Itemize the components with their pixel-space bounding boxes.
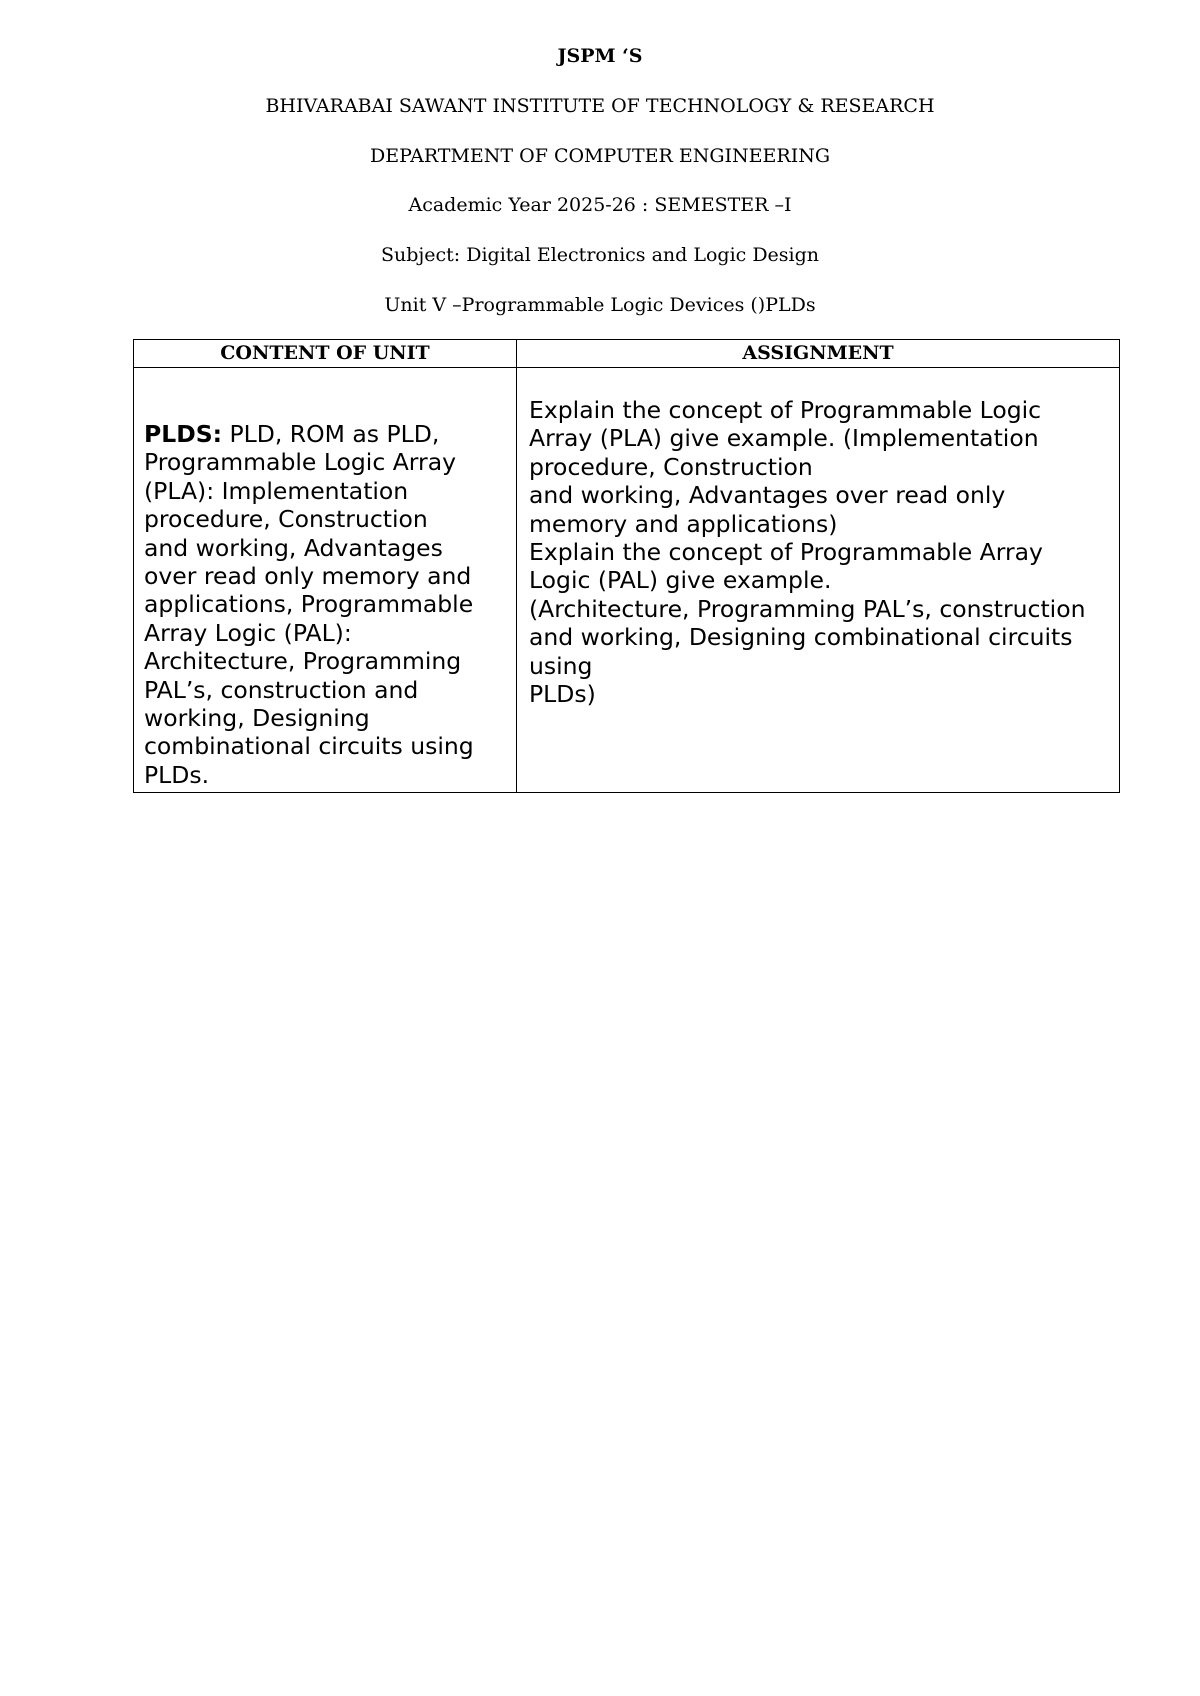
- content-line: Array Logic (PAL):: [144, 618, 352, 647]
- assignment-line: using: [529, 651, 593, 680]
- content-line: applications, Programmable: [144, 590, 474, 619]
- column-header-content: CONTENT OF UNIT: [134, 340, 517, 368]
- content-line: (PLA): Implementation: [144, 476, 409, 505]
- assignment-cell: [517, 368, 1120, 793]
- content-line: combinational circuits using: [144, 732, 474, 761]
- content-line: over read only memory and: [144, 562, 472, 591]
- assignment-line: procedure, Construction: [529, 452, 813, 481]
- unit-title: Unit V –Programmable Logic Devices ()PLDs: [384, 294, 816, 316]
- assignment-line: PLDs): [529, 680, 596, 709]
- institute-name: BHIVARABAI SAWANT INSTITUTE OF TECHNOLOGY & RESEARCH: [265, 95, 935, 117]
- content-cell: [134, 368, 517, 793]
- content-lead: PLDS:: [144, 420, 223, 448]
- assignment-line: and working, Designing combinational circuits: [529, 623, 1073, 652]
- content-line: PAL’s, construction and: [144, 675, 419, 704]
- assignment-line: and working, Advantages over read only: [529, 481, 1006, 510]
- content-text: [144, 368, 508, 789]
- content-line: Architecture, Programming: [144, 647, 462, 676]
- assignment-line: Explain the concept of Programmable Array: [529, 538, 1043, 567]
- org-name: JSPM ‘S: [557, 45, 643, 67]
- assignment-line: memory and applications): [529, 509, 838, 538]
- column-header-assignment: ASSIGNMENT: [517, 340, 1120, 368]
- academic-year: Academic Year 2025-26 : SEMESTER –I: [408, 194, 792, 216]
- assignment-line: Logic (PAL) give example.: [529, 566, 832, 595]
- content-line: working, Designing: [144, 704, 370, 733]
- assignment-text: [527, 368, 1111, 708]
- assignment-line: Array (PLA) give example. (Implementation: [529, 424, 1039, 453]
- table-row: [134, 368, 1120, 793]
- content-line: procedure, Construction: [144, 505, 428, 534]
- content-line: and working, Advantages: [144, 533, 443, 562]
- unit-table: [133, 339, 1120, 793]
- assignment-line: Explain the concept of Programmable Logic: [529, 396, 1042, 424]
- department-name: DEPARTMENT OF COMPUTER ENGINEERING: [369, 145, 831, 167]
- content-line: PLDs.: [144, 760, 210, 789]
- content-line: [144, 420, 508, 448]
- table-header-row: [134, 340, 1120, 368]
- subject-title: Subject: Digital Electronics and Logic Design: [380, 244, 820, 266]
- content-line: Programmable Logic Array: [144, 448, 457, 477]
- content-line-text: PLD, ROM as PLD,: [222, 420, 440, 448]
- assignment-line: (Architecture, Programming PAL’s, construction: [529, 594, 1086, 623]
